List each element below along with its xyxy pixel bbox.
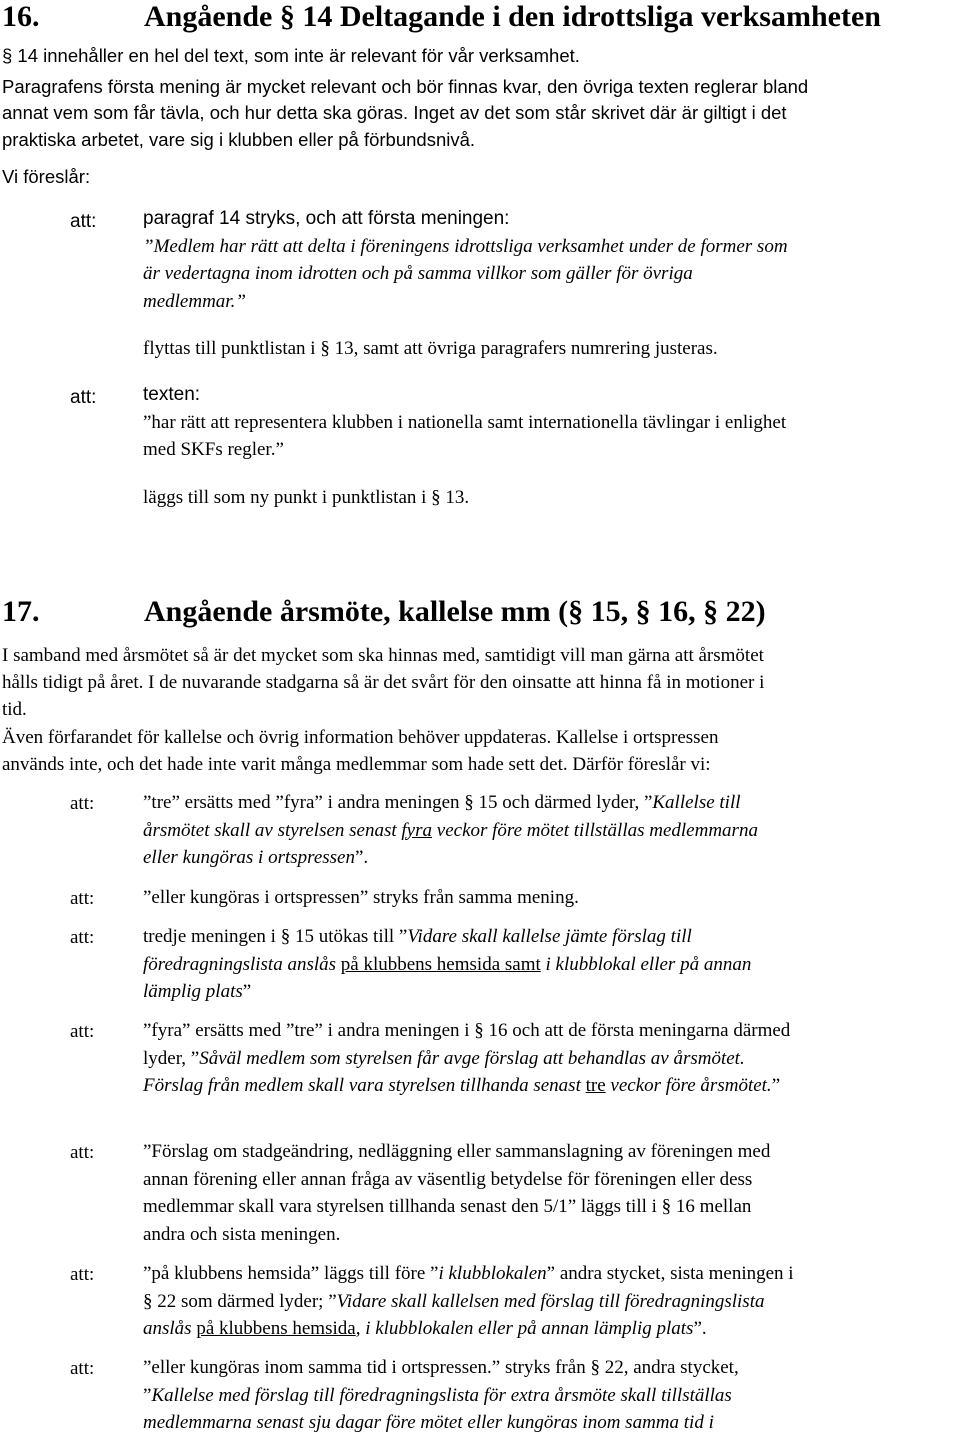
- quote-line: ”Medlem har rätt att delta i föreningens idrottsliga verksamhet under de former som: [143, 235, 788, 257]
- proposal-item: ”eller kungöras inom samma tid i ortspressen.” stryks från § 22, andra stycket, ”Kallelse med förslag till föredragningslista för extra årsmöte skall tillställas medlemmarna senast sju dagar före mötet eller kungöras inom samma tid i: [143, 1357, 739, 1433]
- att-label: att:: [70, 1021, 95, 1042]
- quote-line: ”har rätt att representera klubben i nationella samt internationella tävlingar i enlighet: [143, 411, 787, 433]
- proposal-item: [143, 381, 958, 511]
- proposal-item: ”på klubbens hemsida” läggs till före ”i klubblokalen” andra stycket, sista meningen i § 22 som därmed lyder; ”Vidare skall kallelsen med förslag till föredragningslista anslås på klubbens hemsida, i klubblokalen eller på annan lämplig plats”.: [143, 1263, 794, 1339]
- proposal-item: tredje meningen i § 15 utökas till ”Vidare skall kallelse jämte förslag till föredragningslista anslås på klubbens hemsida samt i klubblokal eller på annan lämplig plats”: [143, 926, 752, 1002]
- intro-line: Även förfarandet för kallelse och övrig information behöver uppdateras. Kallelse i ortspressen: [2, 727, 719, 748]
- quote-line: med SKFs regler.”: [143, 439, 284, 460]
- proposal-item: ”Förslag om stadgeändring, nedläggning eller sammanslagning av föreningen med annan förening eller annan fråga av väsentlig betydelse för föreningen eller dess medlemmar skall vara styrelsen tillhanda senast den 5/1” läggs till i § 16 mellan andra och sista meningen.: [143, 1141, 771, 1245]
- intro-line: praktiska arbetet, vare sig i klubben eller på förbundsnivå.: [2, 129, 476, 150]
- item-after: läggs till som ny punkt i punktlistan i § 13.: [143, 486, 470, 508]
- item-after: flyttas till punktlistan i § 13, samt att övriga paragrafers numrering justeras.: [143, 338, 718, 359]
- section-number: 17.: [2, 595, 40, 628]
- intro-line: används inte, och det hade inte varit många medlemmar som hade sett det. Därför föreslår vi:: [2, 754, 711, 775]
- proposal-item: [143, 884, 958, 912]
- att-label: att:: [70, 927, 95, 948]
- att-label: att:: [70, 1358, 95, 1379]
- intro-line: hålls tidigt på året. I de nuvarande stadgarna så är det svårt för den oinsatte att hinna få in motioner i: [2, 672, 765, 693]
- item-text: ”eller kungöras i ortspressen” stryks från samma mening.: [143, 887, 579, 908]
- intro-line: tid.: [2, 699, 27, 720]
- att-label: att:: [70, 387, 97, 408]
- intro-line: § 14 innehåller en hel del text, som inte är relevant för vår verksamhet.: [2, 45, 580, 66]
- proposal-intro: Vi föreslår:: [2, 166, 91, 187]
- item-text: paragraf 14 stryks, och att första meningen:: [143, 208, 510, 229]
- quote-line: är vedertagna inom idrotten och på samma villkor som gäller för övriga: [143, 263, 693, 284]
- att-label: att:: [70, 211, 97, 232]
- att-label: att:: [70, 888, 95, 909]
- section-title: Angående årsmöte, kallelse mm (§ 15, § 16, § 22): [144, 595, 766, 628]
- att-label: att:: [70, 1142, 95, 1163]
- proposal-item: ”fyra” ersätts med ”tre” i andra meningen i § 16 och att de första meningarna därmed lyder, ”Såväl medlem som styrelsen får avge förslag att behandlas av årsmötet. Förslag från medlem skall vara styrelsen tillhanda senast tre veckor före årsmötet.”: [143, 1020, 791, 1096]
- quote-line: medlemmar.”: [143, 290, 246, 312]
- intro-line: Paragrafens första mening är mycket relevant och bör finnas kvar, den övriga texten reglerar bland: [2, 76, 809, 97]
- att-label: att:: [70, 793, 95, 814]
- section-number: 16.: [2, 0, 40, 33]
- item-text: texten:: [143, 384, 201, 405]
- intro-line: annat vem som får tävla, och hur detta ska göras. Inget av det som står skrivet där är giltigt i det: [2, 102, 787, 123]
- att-label: att:: [70, 1264, 95, 1285]
- proposal-item: [143, 205, 958, 363]
- intro-line: I samband med årsmötet så är det mycket som ska hinnas med, samtidigt vill man gärna att årsmötet: [2, 645, 764, 666]
- section-title: Angående § 14 Deltagande i den idrottsliga verksamheten: [144, 0, 881, 33]
- proposal-item: ”tre” ersätts med ”fyra” i andra meningen § 15 och därmed lyder, ”Kallelse till årsmötet skall av styrelsen senast fyra veckor före mötet tillställas medlemmarna eller kungöras i ortspressen”.: [143, 792, 758, 868]
